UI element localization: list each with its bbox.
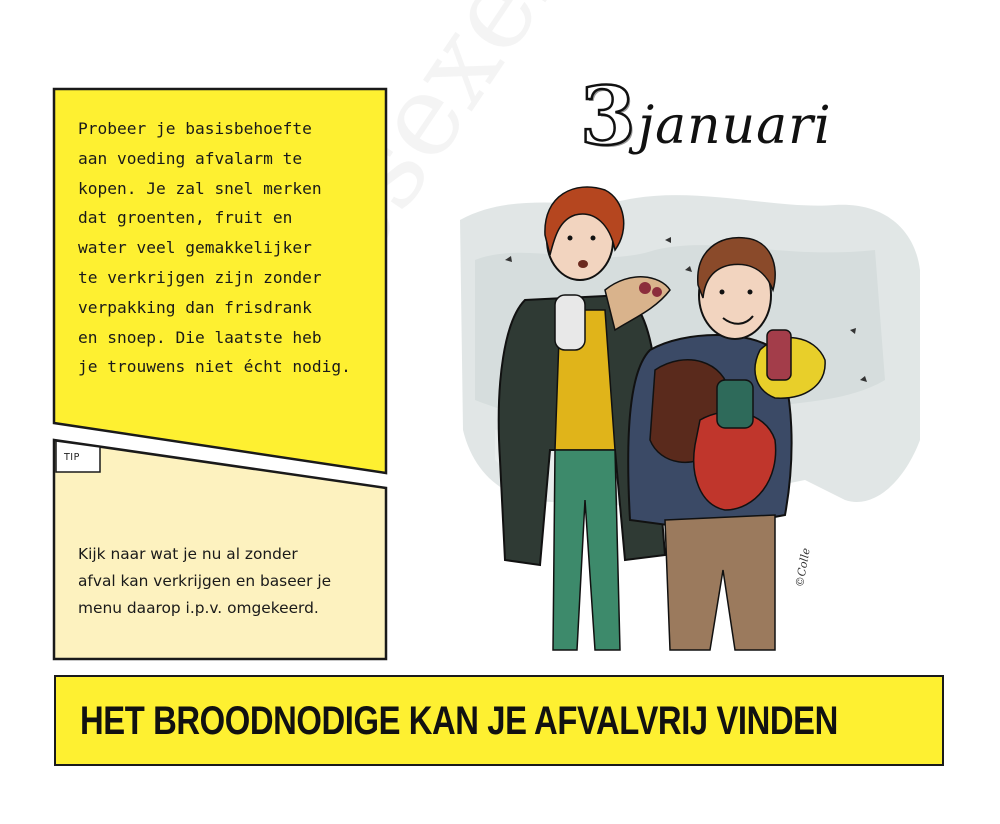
date-month: januari — [638, 96, 832, 156]
tip-text: Kijk naar wat je nu al zonder afval kan verkrijgen en baseer je menu daarop i.p.v. omgekeerd. — [78, 545, 332, 617]
tip-label: TIP — [64, 452, 80, 463]
banner-title: HET BROODNODIGE KAN JE AFVALVRIJ VINDEN — [80, 699, 838, 743]
artist-signature: ©Colle — [793, 547, 813, 589]
title-banner — [54, 675, 944, 766]
shoppers-illustration — [455, 180, 925, 660]
date-day: 3 — [580, 69, 636, 163]
main-panel-text: Probeer je basisbehoefte aan voeding afvalarm te kopen. Je zal snel merken dat groenten, fruit en water veel gemakkelijker te verkrijgen zijn zonder verpakking dan frisdrank en snoep. Die laatste heb je trouwens niet écht nodig. — [78, 119, 351, 377]
